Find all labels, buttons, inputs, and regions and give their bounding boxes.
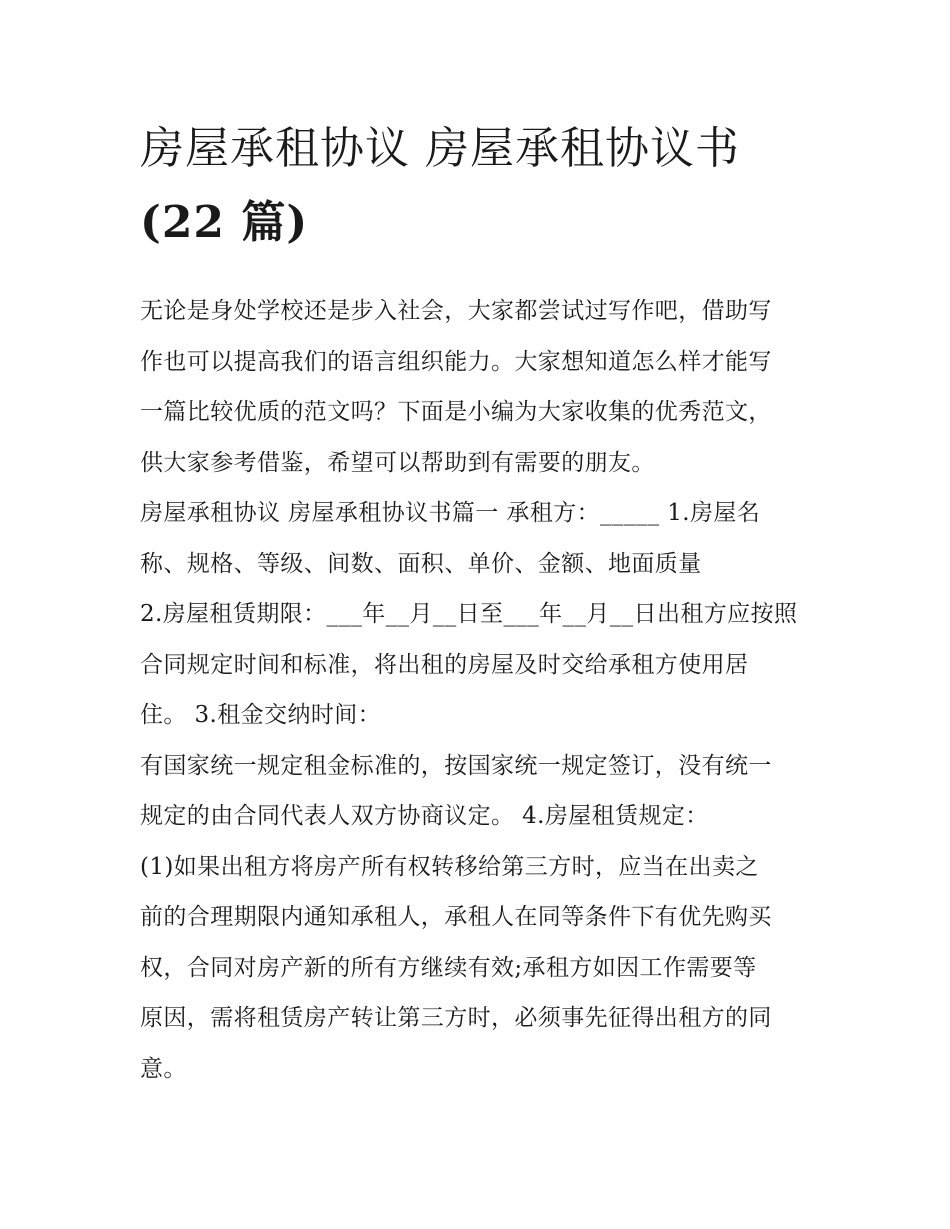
text-line: 住。 3.租金交纳时间： — [140, 702, 382, 728]
text-line: 一篇比较优质的范文吗？下面是小编为大家收集的优秀范文， — [140, 399, 772, 425]
text-line: 房屋承租协议 房屋承租协议书篇一 承租方：_____ 1.房屋名 — [140, 500, 761, 526]
text-line: 称、规格、等级、间数、面积、单价、金额、地面质量 — [140, 550, 702, 577]
text-line: 无论是身处学校还是步入社会，大家都尝试过写作吧，借助写 — [140, 298, 772, 324]
text-line: 有国家统一规定租金标准的，按国家统一规定签订，没有统一 — [140, 752, 772, 779]
text-line: 规定的由合同代表人双方协商议定。 4.房屋租赁规定： — [140, 803, 709, 829]
title-line-2: (22 篇) — [140, 197, 309, 248]
text-line: 2.房屋租赁期限：___年__月__日至___年__月__日出租方应按照 — [140, 601, 798, 627]
text-line: 供大家参考借鉴，希望可以帮助到有需要的朋友。 — [140, 449, 655, 476]
document-page — [140, 112, 812, 1094]
document-body — [140, 286, 812, 1094]
text-line: 意。 — [140, 1055, 187, 1082]
text-line: (1)如果出租方将房产所有权转移给第三方时，应当在出卖之 — [140, 853, 759, 880]
text-line: 合同规定时间和标准，将出租的房屋及时交给承租方使用居 — [140, 651, 749, 678]
text-line: 作也可以提高我们的语言组织能力。大家想知道怎么样才能写 — [140, 348, 772, 375]
text-line: 权，合同对房产新的所有方继续有效;承租方如因工作需要等 — [140, 954, 757, 981]
document-title — [140, 112, 812, 260]
text-line: 原因，需将租赁房产转让第三方时，必须事先征得出租方的同 — [140, 1005, 772, 1031]
text-line: 前的合理期限内通知承租人，承租人在同等条件下有优先购买 — [140, 904, 772, 930]
title-line-1: 房屋承租协议 房屋承租协议书 — [140, 123, 740, 174]
